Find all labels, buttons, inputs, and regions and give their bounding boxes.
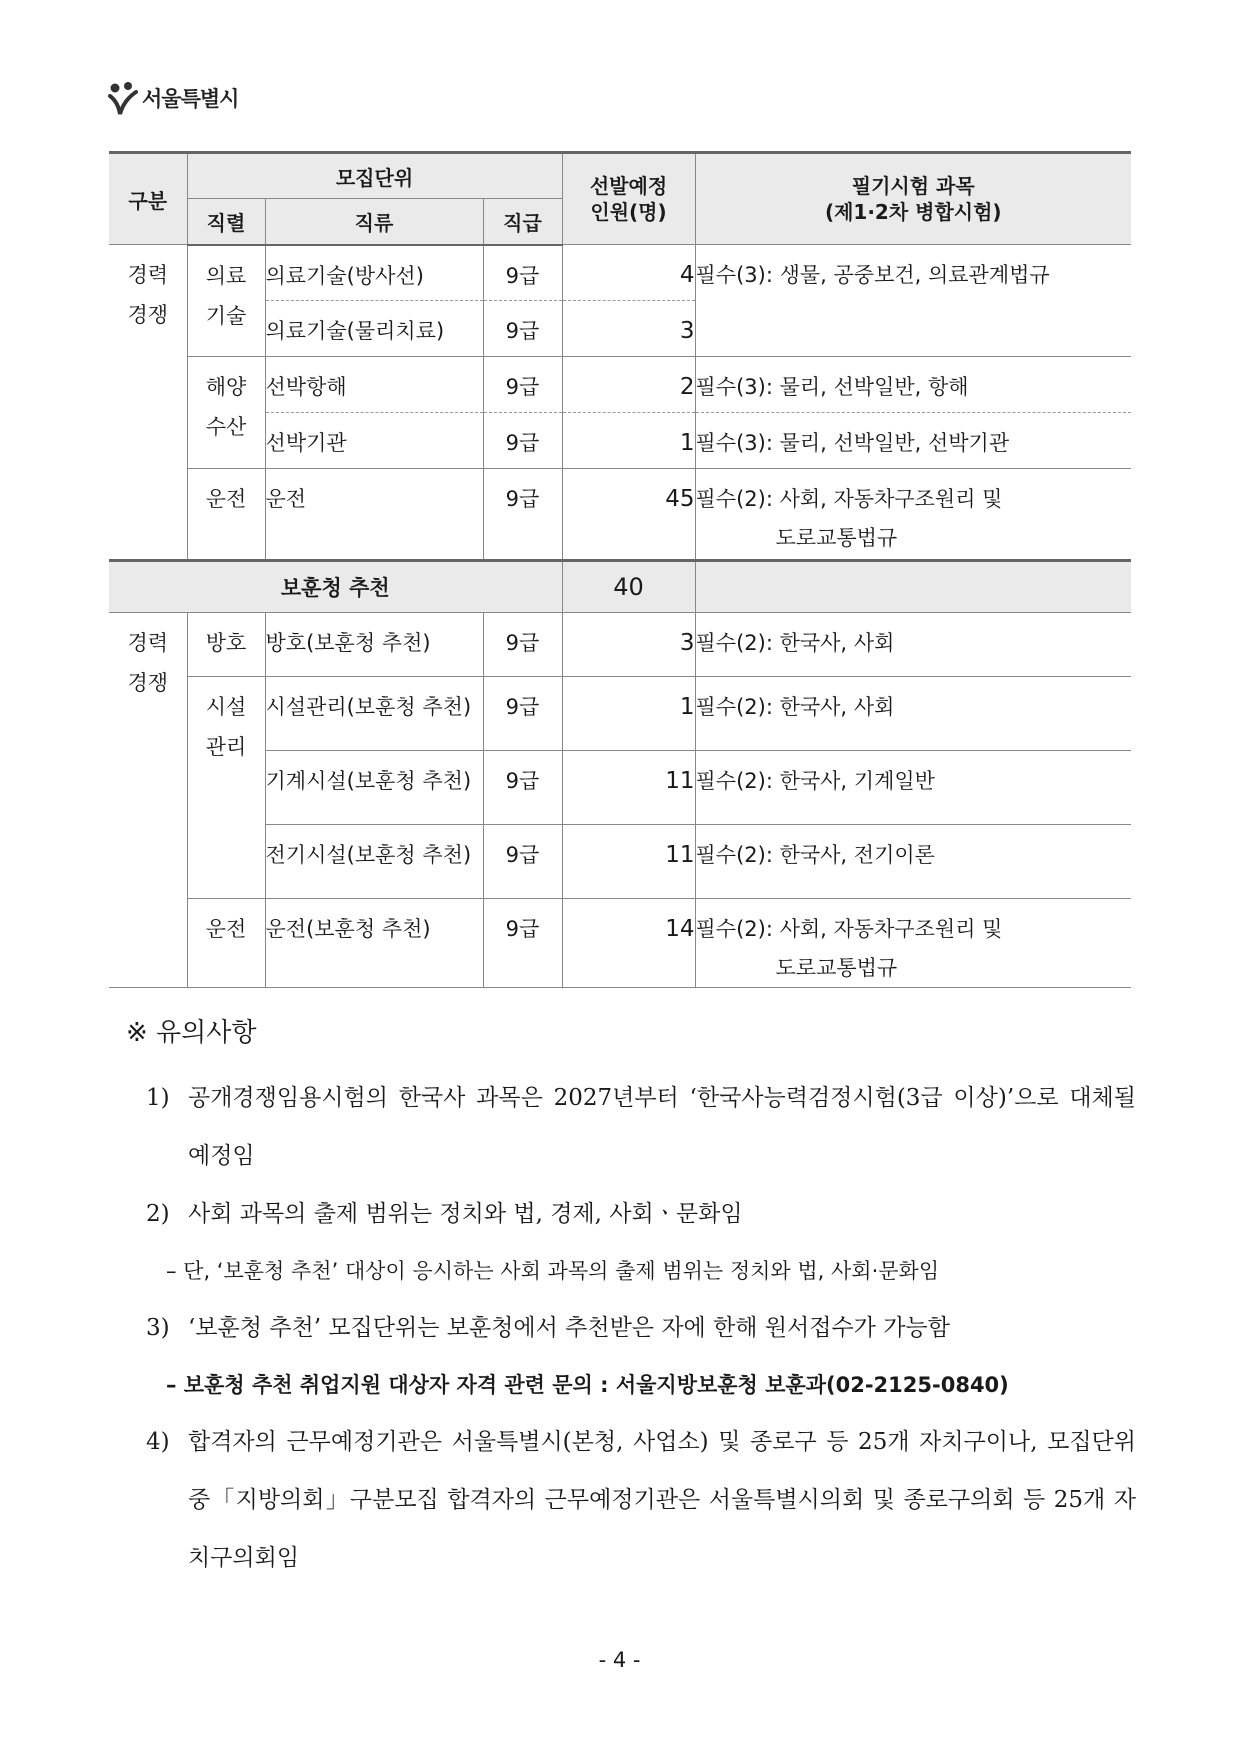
header-seonbal [562,153,695,245]
note-text: 합격자의 근무예정기관은 서울특별시(본청, 사업소) 및 종로구 등 25개 자치구이나, 모집단위 중「지방의회」구분모집 합격자의 근무예정기관은 서울특별시의회 및 종로구의회 등 25개 자치구의회임 [188,1429,1136,1571]
row-subject: 필수(2): 한국사, 사회 [695,631,895,655]
row-grade: 9급 [505,695,540,719]
row-grade: 9급 [505,431,540,455]
row-grade: 9급 [505,487,540,511]
table-row [109,677,1131,751]
section-num: 40 [562,561,695,613]
note-sub: – 보훈청 추천 취업지원 대상자 자격 관련 문의 : 서울지방보훈청 보훈과(02-2125-0840) [166,1373,1009,1397]
row-jikryu: 운전 [265,487,307,511]
table-row [109,357,1131,413]
row-num: 4 [679,262,695,288]
header-seonbal-text: 선발예정 인원(명) [589,174,668,224]
header-gubun: 구분 [109,153,187,245]
row-grade: 9급 [505,319,540,343]
row-num: 1 [679,430,695,456]
row-num: 3 [679,318,695,344]
row-grade: 9급 [505,263,540,288]
row-num: 2 [679,374,695,400]
row-grade: 9급 [505,375,540,399]
note-number: 1) [146,1085,170,1111]
row-jikryu: 전기시설(보훈청 추천) [265,843,472,867]
header-pilgi [695,153,1131,245]
row-gubun: 경력 경쟁 [127,263,169,327]
row-subject-cont: 도로교통법규 [775,956,898,980]
header-mojip: 모집단위 [187,153,562,199]
row-jikryu: 운전(보훈청 추천) [265,917,431,941]
section-label: 보훈청 추천 [109,561,562,613]
row-jikryu: 선박항해 [265,375,347,399]
row-subject: 필수(3): 물리, 선박일반, 선박기관 [695,431,1010,455]
row-jikryeol: 시설 관리 [205,695,247,759]
notes-section [126,1012,1136,1587]
row-jikryeol: 의료 기술 [205,263,247,328]
row-num: 14 [665,916,695,942]
recruitment-table [109,151,1131,988]
note-number: 3) [146,1315,170,1341]
note-item [126,1299,1136,1357]
seoul-logo-icon [106,80,138,116]
row-num: 11 [665,842,695,868]
row-grade: 9급 [505,843,540,867]
header-jikryu: 직류 [265,199,483,245]
page-number: - 4 - [598,1648,641,1672]
note-sub: – 단, ‘보훈청 추천’ 대상이 응시하는 사회 과목의 출제 범위는 정치와 법, 사회·문화임 [166,1259,940,1283]
row-jikryu: 의료기술(물리치료) [265,319,445,343]
row-grade: 9급 [505,769,540,793]
note-item [126,1185,1136,1243]
row-jikryeol: 운전 [205,487,247,511]
row-num: 1 [679,694,695,720]
row-jikryeol: 방호 [205,631,247,655]
note-item [126,1069,1136,1185]
table-row [109,469,1131,561]
row-jikryu: 시설관리(보훈청 추천) [265,695,472,719]
row-jikryeol: 운전 [205,917,247,941]
row-subject: 필수(2): 한국사, 전기이론 [695,843,935,867]
section-empty [695,561,1131,613]
table-row [109,613,1131,677]
row-subject: 필수(2): 사회, 자동차구조원리 및 [695,487,1003,511]
row-subject: 필수(3): 생물, 공중보건, 의료관계법규 [695,263,1050,287]
row-num: 45 [665,486,695,512]
header-jikryeol: 직렬 [187,199,265,245]
row-jikryu: 기계시설(보훈청 추천) [265,769,472,793]
row-jikryu: 선박기관 [265,431,347,455]
row-gubun: 경력 경쟁 [127,631,169,695]
row-subject: 필수(2): 한국사, 사회 [695,695,895,719]
row-grade: 9급 [505,631,540,655]
note-number: 2) [146,1201,170,1227]
row-jikryu: 의료기술(방사선) [265,263,424,288]
note-text: ‘보훈청 추천’ 모집단위는 보훈청에서 추천받은 자에 한해 원서접수가 가능함 [188,1315,950,1341]
note-text: 사회 과목의 출제 범위는 정치와 법, 경제, 사회ㆍ문화임 [188,1201,743,1227]
note-item [126,1413,1136,1587]
row-jikryu: 방호(보훈청 추천) [265,631,431,655]
section-row [109,561,1131,613]
notes-title: ※ 유의사항 [126,1018,257,1048]
note-number: 4) [146,1429,170,1455]
row-grade: 9급 [505,917,540,941]
row-subject: 필수(2): 한국사, 기계일반 [695,769,935,793]
table-row [109,245,1131,301]
row-subject: 필수(3): 물리, 선박일반, 항해 [695,375,969,399]
row-subject: 필수(2): 사회, 자동차구조원리 및 [695,917,1003,941]
row-jikryeol: 해양 수산 [205,375,247,439]
table-row [109,899,1131,988]
header-jikgeup: 직급 [483,199,562,245]
note-text: 공개경쟁임용시험의 한국사 과목은 2027년부터 ‘한국사능력검정시험(3급 이상)’으로 대체될 예정임 [188,1085,1136,1169]
header-pilgi-text: 필기시험 과목 (제1·2차 병합시험) [824,174,1002,224]
row-subject-cont: 도로교통법규 [775,526,898,550]
row-num: 3 [679,630,695,656]
seoul-logo [106,80,238,116]
row-num: 11 [665,768,695,794]
logo-text: 서울특별시 [142,87,239,111]
